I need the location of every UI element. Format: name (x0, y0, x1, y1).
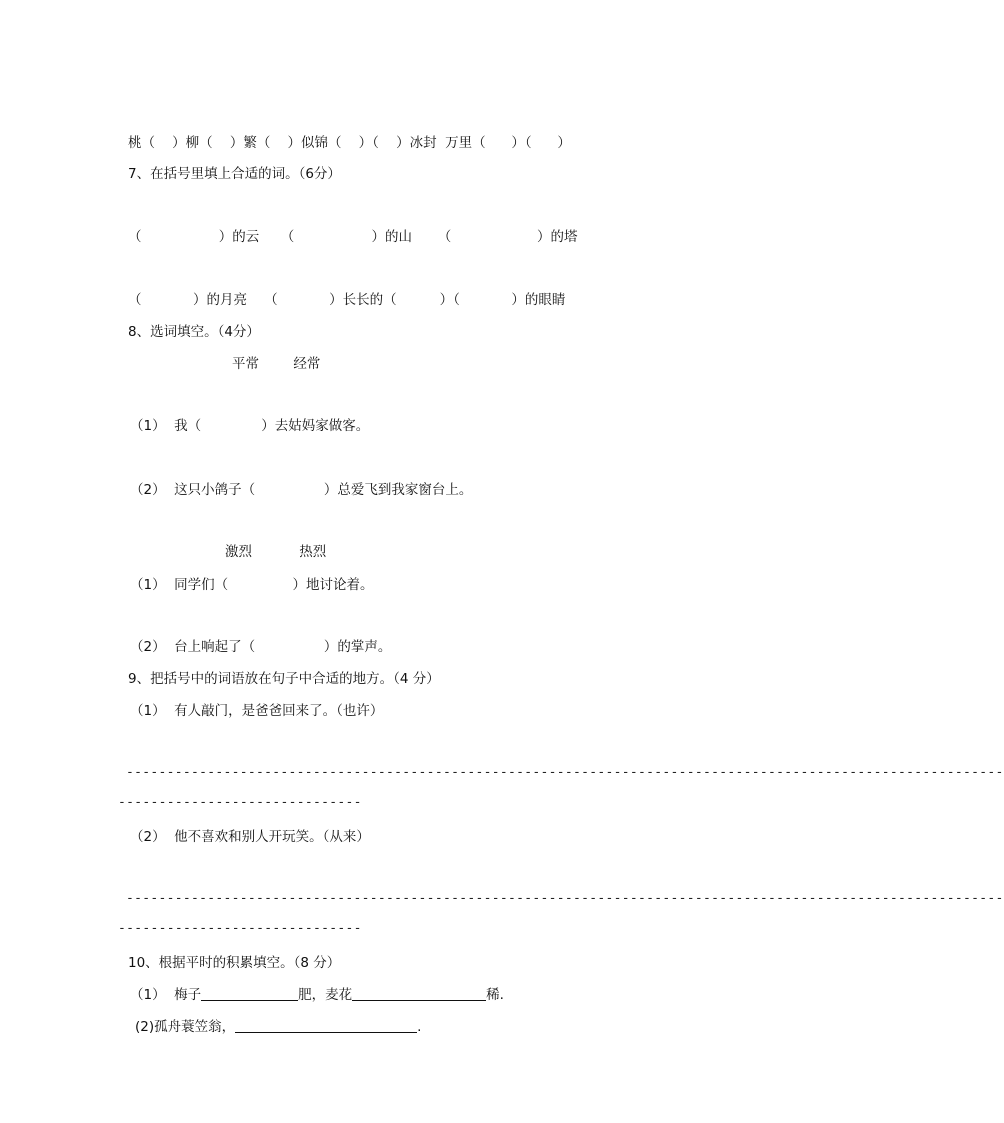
q8-sentence-3: （1） 同学们（ ）地讨论着。 (130, 577, 374, 593)
q7-title: 7、在括号里填上合适的词。（6分） (128, 166, 341, 182)
q7-row2: （ ）的月亮 （ ）长长的（ ）（ ）的眼睛 (128, 292, 566, 308)
q8-word-options-2: 激烈 热烈 (225, 544, 327, 560)
q10-s1-part-c: 稀. (486, 987, 504, 1003)
answer-line: ------------------------------------------------------------------------------------------------------------ (126, 891, 1004, 906)
q10-s2-part-b: . (417, 1019, 422, 1035)
q10-s2-part-a: (2)孤舟蓑笠翁， (135, 1019, 236, 1035)
fill-blank (201, 987, 298, 1001)
q9-sentence-1: （1） 有人敲门，是爸爸回来了。（也许） (130, 703, 384, 719)
q10-title: 10、根据平时的积累填空。（8 分） (128, 955, 341, 971)
q7-row1: （ ）的云 （ ）的山 （ ）的塔 (128, 229, 578, 245)
answer-line-continued: ------------------------------ (118, 795, 362, 810)
q8-title: 8、选词填空。（4分） (128, 324, 260, 340)
answer-line: ------------------------------------------------------------------------------------------------------------ (126, 765, 1004, 780)
q10-sentence-1 (130, 986, 504, 1004)
q8-sentence-1: （1） 我（ ）去姑妈家做客。 (130, 418, 370, 434)
q9-sentence-2: （2） 他不喜欢和别人开玩笑。（从来） (130, 829, 370, 845)
q8-sentence-2: （2） 这只小鸽子（ ）总爱飞到我家窗台上。 (130, 482, 473, 498)
q9-title: 9、把括号中的词语放在句子中合适的地方。（4 分） (128, 671, 440, 687)
q10-sentence-2 (135, 1018, 421, 1036)
q8-sentence-4: （2） 台上响起了（ ）的掌声。 (130, 639, 392, 655)
q10-s1-part-a: （1） 梅子 (130, 987, 202, 1003)
fill-blank (352, 987, 486, 1001)
q8-word-options-1: 平常 经常 (232, 356, 321, 372)
fill-blank (235, 1019, 417, 1033)
line-1: 桃（ ）柳（ ）繁（ ）似锦（ ）（ ）冰封 万里（ ）（ ） (128, 135, 571, 151)
q10-s1-part-b: 肥，麦花 (298, 987, 353, 1003)
answer-line-continued: ------------------------------ (118, 921, 362, 936)
